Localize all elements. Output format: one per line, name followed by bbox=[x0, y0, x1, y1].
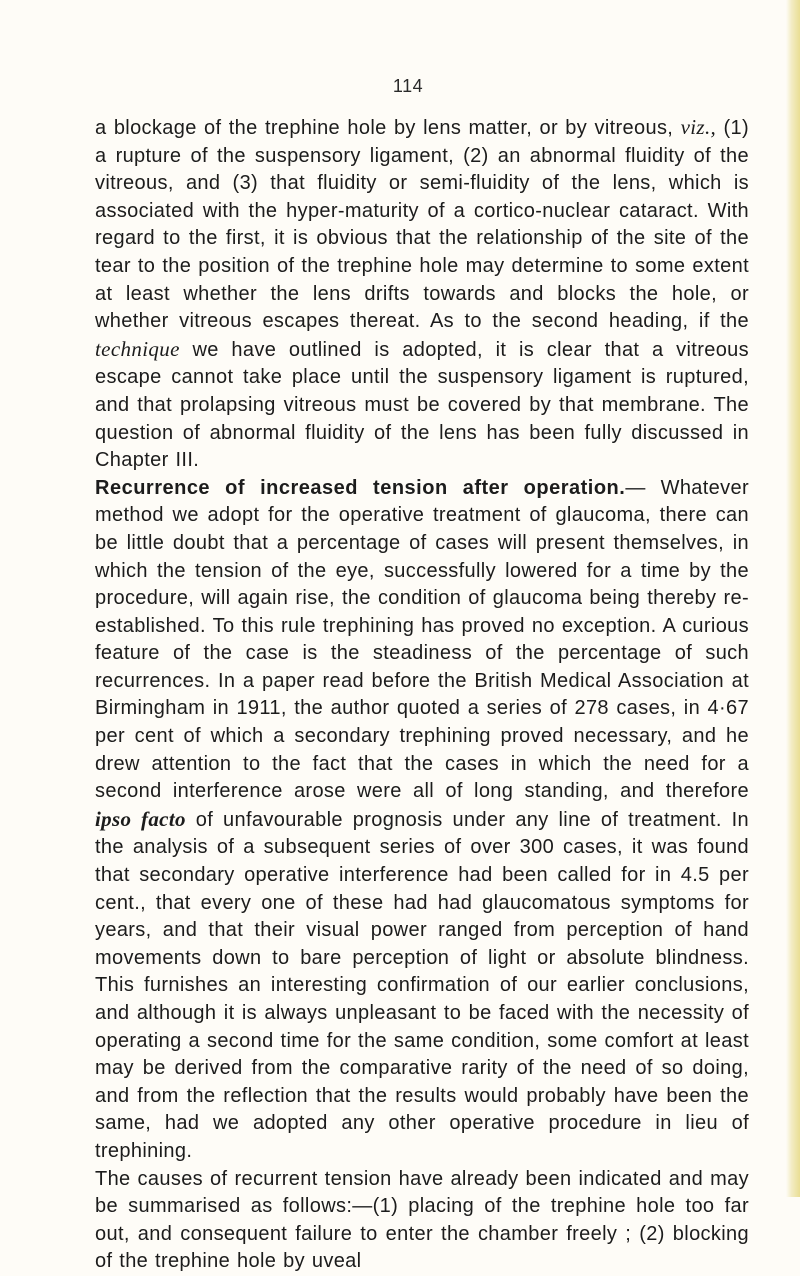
paragraph-3 bbox=[95, 1166, 749, 1276]
section-heading: Recurrence of increased tension after operation. bbox=[95, 476, 626, 499]
page-edge-shadow bbox=[786, 0, 800, 1197]
paragraph-1-text-a: a blockage of the trephine hole by lens matter, or by vitreous, bbox=[95, 117, 681, 139]
body-text bbox=[95, 114, 749, 1276]
paragraph-1-italic-viz: viz., bbox=[680, 115, 717, 139]
paragraph-1 bbox=[95, 114, 749, 475]
paragraph-2-text-b: of unfavourable prognosis under any line of treatment. In the analysis of a subsequent series of over 300 cases, it was found that secondary operative interference had been called for in 4.5 per cent., that every one of these had had glaucomatous symptoms for years, and that their visual power ranged from perception of hand movements down to bare perception of light or absolute blindness. This furnishes an interesting confirmation of our earlier conclusions, and although it is always unpleasant to be faced with the necessity of operating a second time for the same condition, some comfort at least may be derived from the comparative rarity of the need of so doing, and from the reflection that the results would probably have been the same, had we adopted any other operative procedure in lieu of trephining. bbox=[95, 808, 749, 1162]
page-number: 114 bbox=[392, 76, 424, 96]
paragraph-2 bbox=[95, 475, 749, 1166]
paragraph-2-text-a: — Whatever method we adopt for the operative treatment of glaucoma, there can be little doubt that a percentage of cases will present themselves, in which the tension of the eye, successfully lowered for a time by the procedure, will again rise, the condition of glaucoma being thereby re-established. To this rule trephining has proved no exception. A curious feature of the case is the steadiness of the percentage of such recurrences. In a paper read before the British Medical Association at Birmingham in 1911, the author quoted a series of 278 cases, in 4·67 per cent of which a secondary trephining proved necessary, and he drew attention to the fact that the cases in which the need for a second interference arose were all of long standing, and therefore bbox=[95, 476, 749, 803]
paragraph-1-text-c: we have outlined is adopted, it is clear that a vitreous escape cannot take place until the suspensory ligament is ruptured, and that prolapsing vitreous must be covered by that membrane. The question of abnormal fluidity of the lens has been fully discussed in Chapter III. bbox=[95, 338, 749, 472]
paragraph-3-text-a: The causes of recurrent tension have already been indicated and may be summarised as follows:—(1) placing of the trephine hole too far out, and consequent failure to enter the chamber freely ; (2) blocking of the trephine hole by uveal bbox=[95, 1167, 749, 1273]
paragraph-1-italic-technique: technique bbox=[95, 336, 180, 361]
paragraph-2-italic-ipso-facto: ipso facto bbox=[95, 806, 186, 831]
paragraph-1-text-b: (1) a rupture of the suspensory ligament, (2) an abnormal fluidity of the vitreous, and (3) that fluidity or semi-fluidity of the lens, which is associated with the hyper-maturity of a cortico-nuclear cataract. With regard to the first, it is obvious that the relationship of the site of the tear to the position of the trephine hole may determine to some extent at least whether the lens drifts towards and blocks the hole, or whether vitreous escapes thereat. As to the second heading, if the bbox=[95, 117, 749, 333]
